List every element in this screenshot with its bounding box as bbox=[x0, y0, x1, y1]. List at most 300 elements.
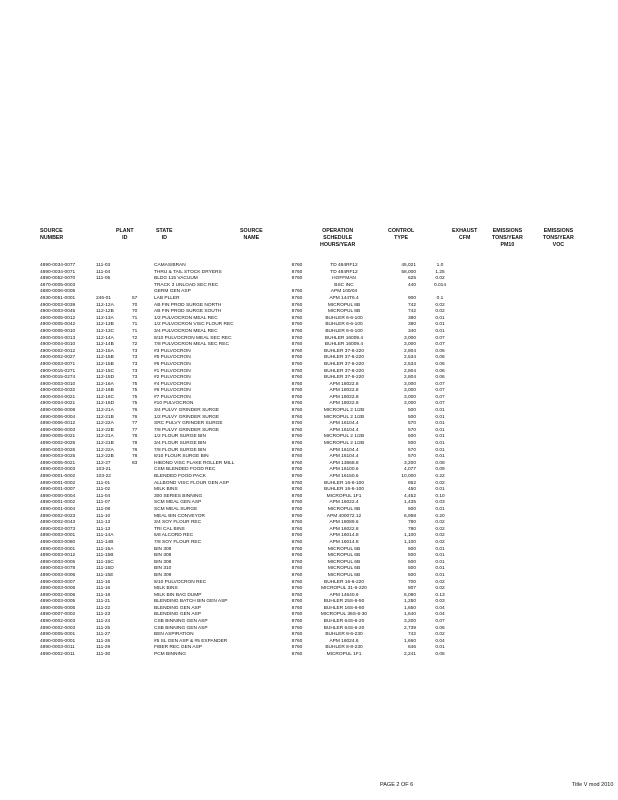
source-number-cell: 4900-0005-0042 bbox=[40, 322, 76, 328]
operation-schedule-cell: 8760 bbox=[291, 487, 303, 493]
source-number-cell: 4900-0004-0021 bbox=[40, 401, 76, 407]
source-name-cell: 7/8 SOY FLOUR REC bbox=[154, 539, 202, 545]
emissions-pm10-cell: 0.08 bbox=[435, 460, 445, 466]
source-name-cell: LAB PLLER bbox=[154, 295, 180, 301]
emissions-pm10-cell: 0.01 bbox=[435, 414, 445, 420]
operation-schedule-cell: 8760 bbox=[291, 441, 303, 447]
state-id-cell bbox=[132, 547, 154, 554]
plant-id-cell: 112-15D bbox=[96, 375, 115, 381]
operation-schedule-cell bbox=[282, 283, 312, 290]
source-number-cell: 4890-0002-0006 bbox=[40, 592, 76, 598]
operation-schedule-cell: 8760 bbox=[291, 474, 303, 479]
source-number-cell: 4900-0004-0013 bbox=[40, 335, 76, 341]
emissions-voc-cell bbox=[460, 619, 618, 626]
source-name-cell: 1/2 PULVY GRINDER SURGE bbox=[154, 414, 220, 420]
control-type-cell: APM 18022.8 bbox=[329, 394, 359, 400]
table-row bbox=[0, 606, 618, 613]
source-number-cell: 4890-0001-0007 bbox=[40, 487, 76, 493]
emissions-pm10-cell: 0.1 bbox=[436, 295, 444, 301]
control-type-cell: BUHLER 37-6-220 bbox=[324, 361, 364, 367]
plant-id-cell: 112-13A bbox=[96, 315, 114, 321]
emissions-voc-cell bbox=[460, 369, 618, 376]
emissions-voc-cell bbox=[460, 401, 618, 408]
plant-id-cell: 112-21A bbox=[96, 434, 114, 440]
plant-id-cell: 246-01 bbox=[96, 295, 111, 301]
exhaust-cfm-cell: 3,000 bbox=[403, 388, 416, 394]
exhaust-cfm-cell: 780 bbox=[407, 526, 416, 532]
source-name-cell: BIN 308 bbox=[154, 559, 172, 565]
operation-schedule-cell: 8760 bbox=[291, 652, 303, 658]
exhaust-cfm-cell: 742 bbox=[407, 309, 416, 315]
state-id-cell bbox=[132, 632, 154, 639]
source-name-cell: #3 PULVOCRON bbox=[154, 348, 191, 354]
operation-schedule-cell: 8760 bbox=[291, 361, 303, 367]
source-name-cell: MEAL BIN CONVEYOR bbox=[154, 513, 205, 519]
control-type-cell: MICROPUL 8B bbox=[327, 302, 361, 308]
source-name-cell: CSB BINNING GEN ASP bbox=[154, 625, 208, 631]
table-row bbox=[0, 395, 618, 402]
emissions-pm10-cell: 0.06 bbox=[435, 375, 445, 381]
plant-id-cell: 112-14B bbox=[96, 342, 114, 348]
operation-schedule-cell: 8760 bbox=[291, 276, 303, 282]
state-id-cell bbox=[132, 533, 154, 540]
state-id-cell bbox=[132, 500, 154, 507]
control-type-cell: APM 18022.8 bbox=[329, 401, 359, 407]
operation-schedule-cell: 8760 bbox=[291, 355, 303, 361]
control-type-cell: BUHLER 16-6-220 bbox=[324, 579, 364, 585]
emissions-pm10-cell: 0.01 bbox=[435, 434, 445, 440]
emissions-voc-cell bbox=[460, 375, 618, 382]
operation-schedule-cell: 8760 bbox=[291, 375, 303, 381]
control-type-cell: BUHLER 6-6-100 bbox=[325, 315, 363, 321]
emissions-voc-cell bbox=[460, 626, 618, 633]
operation-schedule-cell: 8760 bbox=[291, 447, 303, 453]
operation-schedule-cell: 8760 bbox=[291, 328, 303, 334]
source-number-cell: 4890-0003-0025 bbox=[40, 454, 76, 460]
emissions-voc-cell bbox=[460, 527, 618, 534]
source-name-cell: 1/2 PULVOCRON MEAL REC bbox=[154, 315, 218, 321]
exhaust-cfm-cell: 500 bbox=[407, 506, 416, 512]
exhaust-cfm-cell: 2,534 bbox=[403, 361, 416, 367]
emissions-pm10-cell: 0.01 bbox=[435, 454, 445, 460]
state-id-cell: 70 bbox=[132, 309, 138, 315]
emissions-voc-cell bbox=[460, 355, 618, 362]
control-type-cell: MICROPUL 1F1 bbox=[326, 493, 362, 499]
source-name-cell: BIN 309 bbox=[154, 572, 172, 578]
source-number-cell: 4890-0001-0002 bbox=[40, 474, 76, 479]
emissions-pm10-cell: 0.02 bbox=[435, 309, 445, 315]
exhaust-cfm-cell: 3,200 bbox=[403, 619, 416, 625]
source-number-cell: 4890-0006-0008 bbox=[40, 408, 76, 414]
source-number-cell: 4890-0003-0078 bbox=[40, 566, 76, 572]
document-label: Title V mod 2010 bbox=[572, 782, 614, 788]
plant-id-cell: 112-16D bbox=[96, 401, 115, 407]
state-id-cell: 73 bbox=[132, 361, 138, 367]
emissions-voc-cell bbox=[460, 467, 618, 474]
operation-schedule-cell: 8760 bbox=[291, 493, 303, 499]
source-number-cell: 4890-0007-0002 bbox=[40, 612, 76, 618]
operation-schedule-cell: 8760 bbox=[291, 500, 303, 506]
table-row bbox=[0, 639, 618, 646]
source-name-cell: 7/8 FLOUR SURGE BIN bbox=[154, 447, 206, 453]
source-name-cell: 3/4 PULVY GRINDER SURGE bbox=[154, 408, 220, 414]
emissions-voc-cell bbox=[460, 296, 618, 303]
emissions-voc-cell bbox=[460, 487, 618, 494]
source-name-cell: AB FIN PROD SURGE NORTH bbox=[154, 302, 222, 308]
state-id-cell: 71 bbox=[132, 322, 138, 328]
operation-schedule-cell: 8760 bbox=[291, 263, 303, 268]
exhaust-cfm-cell: 58,000 bbox=[401, 269, 416, 275]
plant-id-cell: 112-15C bbox=[96, 368, 115, 374]
emissions-voc-cell bbox=[460, 454, 618, 461]
control-type-cell: BUHLER 16S-6-80 bbox=[323, 605, 365, 611]
source-name-cell: BLENDING BATCH BIN GEN ASP bbox=[154, 599, 228, 605]
exhaust-cfm-cell: 900 bbox=[407, 295, 416, 301]
emissions-pm10-cell: 0.06 bbox=[435, 355, 445, 361]
state-id-cell bbox=[132, 540, 154, 547]
source-name-cell: BLENDING GEN ASP bbox=[154, 612, 201, 618]
emissions-pm10-cell: 0.02 bbox=[435, 520, 445, 526]
emissions-pm10-cell: 1.25 bbox=[435, 269, 445, 275]
exhaust-cfm-cell: 862 bbox=[407, 480, 416, 486]
emissions-pm10-cell: 0.20 bbox=[435, 513, 445, 519]
table-row bbox=[0, 349, 618, 356]
table-row bbox=[0, 303, 618, 310]
source-number-cell: 4890-0002-0025 bbox=[40, 441, 76, 447]
state-id-cell bbox=[132, 263, 154, 270]
emissions-pm10-cell: 0.07 bbox=[435, 381, 445, 387]
table-row bbox=[0, 355, 618, 362]
table-row bbox=[0, 401, 618, 408]
source-name-cell: #5 PULVOCRON bbox=[154, 355, 191, 361]
source-name-cell: TRI CAL BINS bbox=[154, 526, 185, 532]
state-id-cell bbox=[132, 652, 154, 659]
source-number-cell: 4890-0006-0012 bbox=[40, 421, 76, 427]
emissions-voc-cell bbox=[460, 632, 618, 639]
control-type-cell: MICROPUL 6B bbox=[327, 572, 361, 578]
state-id-cell bbox=[132, 599, 154, 606]
emissions-voc-cell bbox=[460, 547, 618, 554]
plant-id-cell: 111-26 bbox=[96, 638, 111, 644]
emissions-pm10-cell: 0.01 bbox=[435, 441, 445, 447]
emissions-voc-cell bbox=[460, 441, 618, 448]
table-row bbox=[0, 586, 618, 593]
control-type-cell: APM 13668.8 bbox=[329, 460, 359, 466]
source-number-cell: 4890-0003-0073 bbox=[40, 526, 76, 532]
emissions-pm10-cell: 0.09 bbox=[435, 467, 445, 473]
plant-id-cell: 111-15C bbox=[96, 559, 114, 565]
col-header-source: SOURCE NUMBER bbox=[40, 228, 64, 241]
table-row bbox=[0, 408, 618, 415]
control-type-cell: MICROPUL 8B bbox=[327, 309, 361, 315]
operation-schedule-cell: 8760 bbox=[291, 559, 303, 565]
emissions-pm10-cell: 0.06 bbox=[435, 361, 445, 367]
emissions-pm10-cell: 0.01 bbox=[435, 506, 445, 512]
plant-id-cell: 111-27 bbox=[96, 632, 111, 638]
plant-id-cell: 112-16A bbox=[96, 381, 114, 387]
source-number-cell: 4900-0003-0045 bbox=[40, 309, 76, 315]
control-type-cell: APM 16024.6 bbox=[329, 638, 359, 644]
state-id-cell: 57 bbox=[132, 295, 138, 301]
state-id-cell bbox=[132, 481, 154, 488]
operation-schedule-cell: 8760 bbox=[291, 566, 303, 572]
plant-id-cell: 103-21 bbox=[96, 467, 111, 473]
control-type-cell: BUHLER 64S-6-20 bbox=[323, 619, 365, 625]
col-header-state: STATE ID bbox=[156, 228, 173, 241]
state-id-cell: 71 bbox=[132, 328, 138, 334]
emissions-voc-cell bbox=[460, 362, 618, 369]
col-header-plant: PLANT ID bbox=[116, 228, 134, 241]
source-number-cell: 4900-0005-0012 bbox=[40, 315, 76, 321]
exhaust-cfm-cell: 700 bbox=[407, 579, 416, 585]
emissions-pm10-cell: 0.06 bbox=[435, 368, 445, 374]
exhaust-cfm-cell: 1,250 bbox=[403, 599, 416, 605]
source-number-cell: 4890-0006-0003 bbox=[40, 427, 76, 433]
state-id-cell bbox=[132, 586, 154, 593]
state-id-cell: 76 bbox=[132, 408, 138, 414]
state-id-cell bbox=[132, 514, 154, 521]
source-number-cell: 4890-0001-0002 bbox=[40, 500, 76, 506]
exhaust-cfm-cell: 646 bbox=[407, 645, 416, 651]
operation-schedule-cell: 8760 bbox=[291, 632, 303, 638]
emissions-voc-cell bbox=[460, 289, 618, 296]
operation-schedule-cell: 8760 bbox=[291, 394, 303, 400]
source-number-cell: 4890-0005-0005 bbox=[40, 605, 76, 611]
plant-id-cell: 111-08 bbox=[96, 506, 111, 512]
plant-id-cell: 111-22 bbox=[96, 605, 111, 611]
state-id-cell: 72 bbox=[132, 342, 138, 348]
exhaust-cfm-cell: 1,640 bbox=[403, 612, 416, 618]
exhaust-cfm-cell: 3,200 bbox=[403, 460, 416, 466]
state-id-cell: 75 bbox=[132, 388, 138, 394]
state-id-cell: 73 bbox=[132, 368, 138, 374]
emissions-table bbox=[0, 263, 618, 659]
plant-id-cell: 103-22 bbox=[96, 474, 111, 479]
operation-schedule-cell: 8760 bbox=[291, 619, 303, 625]
control-type-cell: BUHLER 37-6-220 bbox=[324, 375, 364, 381]
control-type-cell: TD 484RF12 bbox=[330, 263, 358, 268]
operation-schedule-cell: 8760 bbox=[291, 381, 303, 387]
source-name-cell: SRC PULVY GRINDER SURGE bbox=[154, 421, 223, 427]
col-header-name: SOURCE NAME bbox=[240, 228, 263, 241]
emissions-pm10-cell: 0.01 bbox=[435, 487, 445, 493]
table-row bbox=[0, 283, 618, 290]
state-id-cell: 75 bbox=[132, 401, 138, 407]
table-row bbox=[0, 553, 618, 560]
table-row bbox=[0, 527, 618, 534]
state-id-cell: 72 bbox=[132, 335, 138, 341]
control-type-cell: APM 16022.4 bbox=[329, 500, 359, 506]
source-name-cell: SCM MEAL SURGE bbox=[154, 506, 198, 512]
emissions-voc-cell bbox=[460, 639, 618, 646]
control-type-cell: APM 18022.8 bbox=[329, 388, 359, 394]
source-name-cell: BLDG 115 VACUUM bbox=[154, 276, 198, 282]
state-id-cell: 77 bbox=[132, 427, 138, 433]
emissions-voc-cell bbox=[460, 652, 618, 659]
emissions-voc-cell bbox=[460, 494, 618, 501]
emissions-voc-cell bbox=[460, 428, 618, 435]
plant-id-cell: 111-01 bbox=[96, 480, 111, 486]
table-row bbox=[0, 619, 618, 626]
state-id-cell bbox=[132, 560, 154, 567]
table-row bbox=[0, 263, 618, 270]
table-row bbox=[0, 580, 618, 587]
operation-schedule-cell: 8760 bbox=[291, 605, 303, 611]
plant-id-cell: 111-16 bbox=[96, 579, 111, 585]
emissions-pm10-cell: 0.07 bbox=[435, 335, 445, 341]
source-name-cell: #6 PULVOCRON bbox=[154, 388, 191, 394]
exhaust-cfm-cell: 2,739 bbox=[403, 625, 416, 631]
emissions-voc-cell bbox=[460, 553, 618, 560]
emissions-pm10-cell: 0.22 bbox=[435, 474, 445, 479]
state-id-cell bbox=[132, 507, 154, 514]
emissions-pm10-cell: 0.02 bbox=[435, 526, 445, 532]
emissions-voc-cell bbox=[460, 461, 618, 468]
source-number-cell: 4890-0003-0005 bbox=[40, 599, 76, 605]
operation-schedule-cell: 8760 bbox=[291, 533, 303, 539]
emissions-pm10-cell: 0.01 bbox=[435, 421, 445, 427]
plant-id-cell: 111-24 bbox=[96, 619, 111, 625]
source-number-cell: 4900-0002-0027 bbox=[40, 355, 76, 361]
emissions-pm10-cell: 0.07 bbox=[435, 394, 445, 400]
source-name-cell: #2 PULVOCRON bbox=[154, 375, 191, 381]
table-row bbox=[0, 520, 618, 527]
state-id-cell: 73 bbox=[132, 348, 138, 354]
source-number-cell: 4890-0003-0001 bbox=[40, 533, 76, 539]
source-name-cell: BLENDED FOOD PACK bbox=[154, 474, 206, 479]
source-name-cell: CSB BINNING GEN ASP bbox=[154, 619, 208, 625]
emissions-voc-cell bbox=[460, 540, 618, 547]
emissions-pm10-cell: 0.01 bbox=[435, 322, 445, 328]
table-row bbox=[0, 599, 618, 606]
col-header-pm10: EMISSIONS TONS/YEAR PM10 bbox=[492, 228, 523, 248]
table-row bbox=[0, 540, 618, 547]
source-number-cell: 4900-0015-0274 bbox=[40, 375, 76, 381]
source-name-cell: MILK BIN BAG DUMP bbox=[154, 592, 202, 598]
emissions-voc-cell bbox=[460, 599, 618, 606]
exhaust-cfm-cell: 3,000 bbox=[403, 381, 416, 387]
control-type-cell: APM 16014.8 bbox=[329, 533, 359, 539]
emissions-voc-cell bbox=[460, 586, 618, 593]
emissions-pm10-cell: 0.03 bbox=[435, 500, 445, 506]
plant-id-cell: 112-22B bbox=[96, 427, 114, 433]
source-name-cell: 300 SERIES BINNING bbox=[154, 493, 203, 499]
emissions-pm10-cell: 0.02 bbox=[435, 586, 445, 592]
source-number-cell: 4930-0051-0001 bbox=[40, 295, 76, 301]
source-name-cell: 8/10 FLOUR SURGE BIN bbox=[154, 454, 209, 460]
control-type-cell: BUHLER 16-6-100 bbox=[324, 487, 364, 493]
exhaust-cfm-cell: 2,804 bbox=[403, 368, 416, 374]
exhaust-cfm-cell: 2,804 bbox=[403, 375, 416, 381]
source-number-cell: 4890-0003-0005 bbox=[40, 559, 76, 565]
source-number-cell: 4890-0001-0002 bbox=[40, 480, 76, 486]
source-name-cell: BIN 310 bbox=[154, 566, 172, 572]
plant-id-cell: 111-13 bbox=[96, 520, 111, 526]
state-id-cell bbox=[132, 276, 154, 283]
exhaust-cfm-cell: 6,958 bbox=[403, 513, 416, 519]
emissions-voc-cell bbox=[460, 474, 618, 481]
emissions-voc-cell bbox=[460, 507, 618, 514]
emissions-pm10-cell: 0.05 bbox=[435, 652, 445, 658]
exhaust-cfm-cell: 500 bbox=[407, 546, 416, 552]
operation-schedule-cell: 8760 bbox=[291, 388, 303, 394]
emissions-voc-cell bbox=[460, 415, 618, 422]
emissions-pm10-cell: 0.02 bbox=[435, 579, 445, 585]
emissions-voc-cell bbox=[460, 342, 618, 349]
source-name-cell: #6 PULVOCRON bbox=[154, 361, 191, 367]
state-id-cell bbox=[132, 619, 154, 626]
control-type-cell: BUHLER 37-6-220 bbox=[324, 348, 364, 354]
source-number-cell: 4890-0003-0026 bbox=[40, 447, 76, 453]
operation-schedule-cell: 8760 bbox=[291, 612, 303, 618]
exhaust-cfm-cell: 500 bbox=[407, 553, 416, 559]
source-name-cell: SCM MEAL GEN ASP bbox=[154, 500, 202, 506]
source-number-cell: 4890-0005-0021 bbox=[40, 434, 76, 440]
operation-schedule-cell: 8760 bbox=[291, 645, 303, 651]
source-number-cell: 4900-0004-0010 bbox=[40, 342, 76, 348]
control-type-cell: BSC INC bbox=[334, 282, 354, 288]
table-row bbox=[0, 474, 618, 481]
emissions-voc-cell bbox=[460, 322, 618, 329]
plant-id-cell: 111-23 bbox=[96, 612, 111, 618]
source-number-cell: 4890-0002-0003 bbox=[40, 619, 76, 625]
state-id-cell: 78 bbox=[132, 441, 138, 447]
control-type-cell: APM 18089.6 bbox=[329, 520, 359, 526]
exhaust-cfm-cell: 3,000 bbox=[403, 394, 416, 400]
emissions-pm10-cell: 0.01 bbox=[435, 572, 445, 578]
operation-schedule-cell: 8760 bbox=[291, 592, 303, 598]
control-type-cell: MICROPUL 6B bbox=[327, 553, 361, 559]
control-type-cell: APM 16104.4 bbox=[329, 421, 359, 427]
plant-id-cell: 112-16C bbox=[96, 394, 115, 400]
exhaust-cfm-cell: 500 bbox=[407, 408, 416, 414]
state-id-cell bbox=[132, 520, 154, 527]
control-type-cell: MICROPUL 8B bbox=[327, 506, 361, 512]
state-id-cell bbox=[132, 593, 154, 600]
plant-id-cell: 112-21A bbox=[96, 408, 114, 414]
exhaust-cfm-cell: 742 bbox=[407, 632, 416, 638]
emissions-pm10-cell: 0.02 bbox=[435, 539, 445, 545]
operation-schedule-cell: 8760 bbox=[291, 348, 303, 354]
plant-id-cell: 111-30 bbox=[96, 652, 111, 658]
emissions-pm10-cell: 0.02 bbox=[435, 480, 445, 486]
source-number-cell: 4900-0004-0021 bbox=[40, 394, 76, 400]
plant-id-cell: 111-14B bbox=[96, 539, 114, 545]
plant-id-cell: 111-14A bbox=[96, 533, 114, 539]
emissions-voc-cell bbox=[460, 434, 618, 441]
control-type-cell: BUHLER 37-6-220 bbox=[324, 355, 364, 361]
table-row bbox=[0, 362, 618, 369]
table-row bbox=[0, 461, 618, 468]
emissions-pm10-cell: 0.01 bbox=[435, 328, 445, 334]
exhaust-cfm-cell: 500 bbox=[407, 572, 416, 578]
plant-id-cell: 111-04 bbox=[96, 269, 111, 275]
emissions-voc-cell bbox=[460, 336, 618, 343]
emissions-pm10-cell: 0.014 bbox=[433, 282, 446, 288]
source-name-cell: PCM BINNING bbox=[154, 652, 186, 658]
operation-schedule-cell: 8760 bbox=[291, 322, 303, 328]
emissions-pm10-cell: 0.04 bbox=[435, 638, 445, 644]
plant-id-cell bbox=[96, 289, 132, 296]
plant-id-cell: 111-29 bbox=[96, 645, 111, 651]
operation-schedule-cell: 8760 bbox=[291, 434, 303, 440]
emissions-voc-cell bbox=[460, 283, 618, 290]
emissions-voc-cell bbox=[460, 316, 618, 323]
control-type-cell: MICROPUL 2 1/2B bbox=[323, 441, 365, 447]
operation-schedule-cell: 8760 bbox=[291, 454, 303, 460]
emissions-pm10-cell: 0.01 bbox=[435, 645, 445, 651]
source-number-cell: 4890-0002-0011 bbox=[40, 652, 75, 658]
